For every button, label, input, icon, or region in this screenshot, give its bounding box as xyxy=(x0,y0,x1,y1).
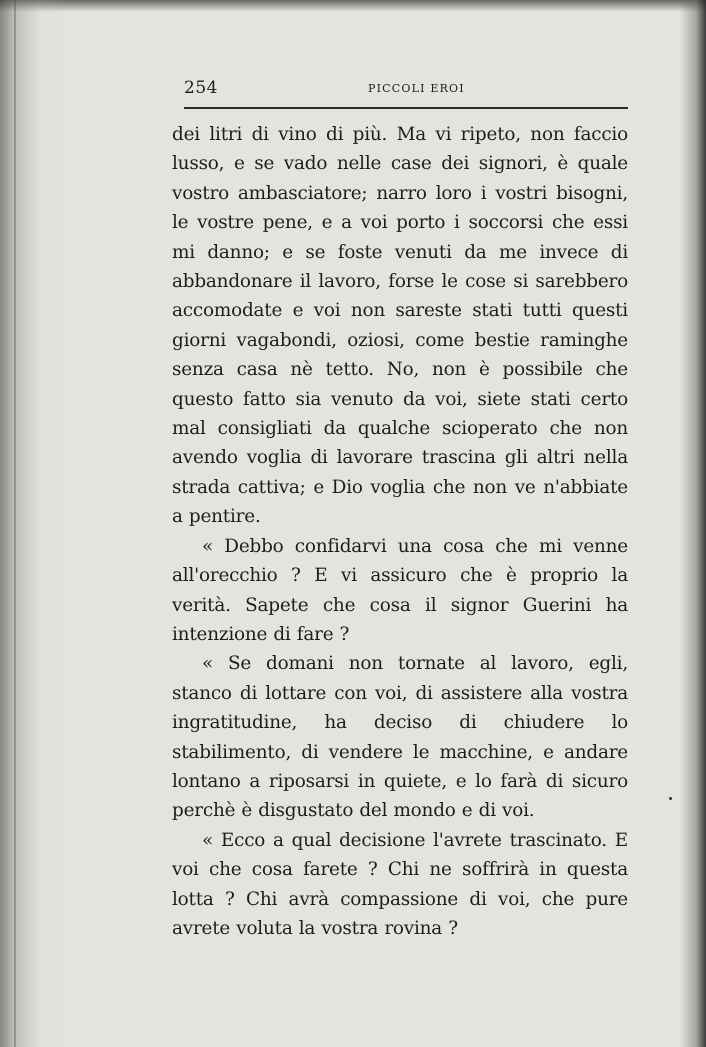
paragraph-quote-1: « Debbo confidarvi una cosa che mi venne all'orecchio ? E vi assicuro che è proprio la verità. Sapete che cosa il signor Guerini ha intenzione di fare ? xyxy=(172,535,628,645)
header-rule xyxy=(184,107,628,109)
dust-speck xyxy=(669,797,672,800)
body-text xyxy=(172,120,628,943)
page-number: 254 xyxy=(184,78,218,98)
paragraph-quote-2: « Se domani non tornate al lavoro, egli, stanco di lottare con voi, di assistere alla vostra ingratitudine, ha deciso di chiudere lo stabilimento, di vendere le macchine, e andare lontano a riposarsi in quiete, e lo farà di sicuro perchè è disgustato del mondo e di voi. xyxy=(172,653,628,822)
paragraph-continuation: dei litri di vino di più. Ma vi ripeto, non faccio lusso, e se vado nelle case dei signori, è quale vostro ambasciatore; narro loro i vostri bisogni, le vostre pene, e a voi porto i soccorsi che essi mi danno; e se foste venuti da me invece di abbandonare il lavoro, forse le cose si sarebbero accomodate e voi non sareste stati tutti questi giorni vagabondi, oziosi, come bestie raminghe senza casa nè tetto. No, non è possibile che questo fatto sia venuto da voi, siete stati certo mal consigliati da qualche scioperato che non avendo voglia di lavorare trascina gli altri nella strada cattiva; e Dio voglia che non ve n'abbiate a pentire. xyxy=(172,124,628,528)
running-title: PICCOLI EROI xyxy=(368,82,465,95)
running-header xyxy=(184,78,628,102)
paragraph-quote-3: « Ecco a qual decisione l'avrete trascinato. E voi che cosa farete ? Chi ne soffrirà in questa lotta ? Chi avrà compassione di voi, che pure avrete voluta la vostra rovina ? xyxy=(172,829,628,939)
